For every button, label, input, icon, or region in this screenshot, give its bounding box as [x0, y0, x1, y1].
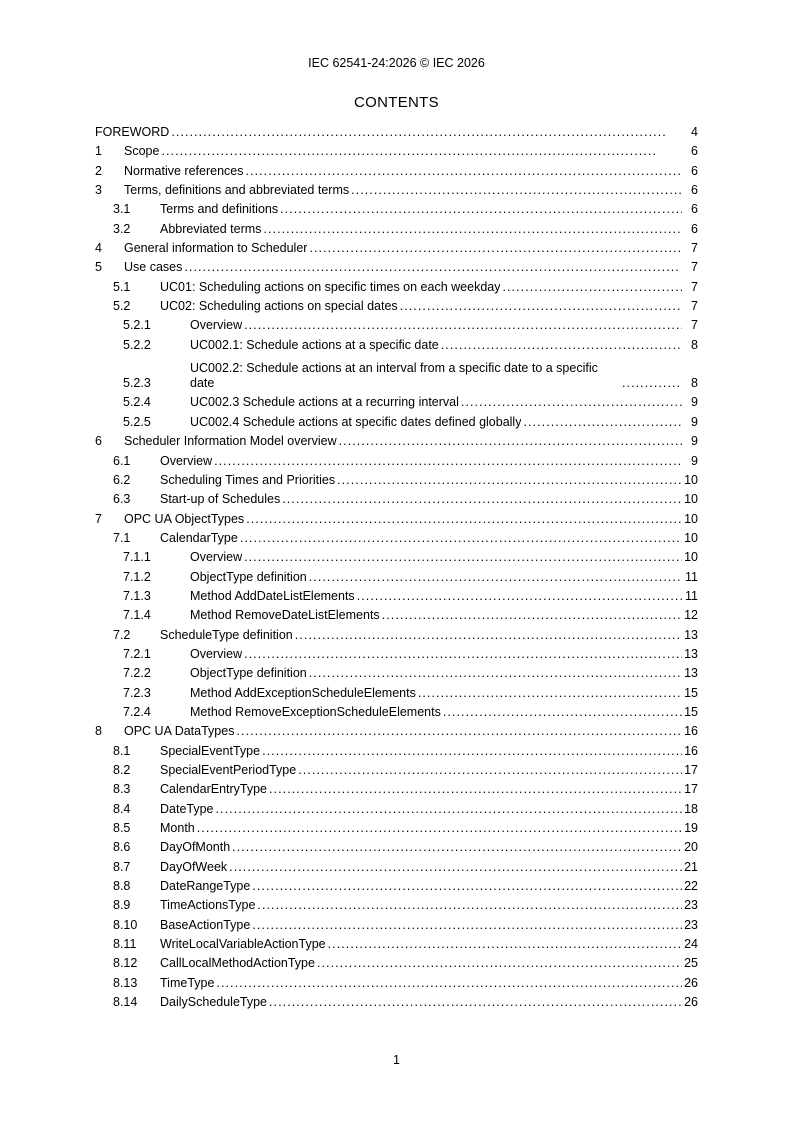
toc-entry-title[interactable]: Method AddExceptionScheduleElements [190, 685, 416, 700]
toc-leader-dots [246, 512, 682, 527]
toc-entry-page[interactable]: 6 [691, 163, 698, 178]
toc-entry-title[interactable]: UC02: Scheduling actions on special dates [160, 299, 398, 314]
toc-entry-title[interactable]: ObjectType definition [190, 569, 307, 584]
toc-entry[interactable] [95, 763, 698, 778]
toc-entry-page[interactable]: 9 [691, 453, 698, 468]
toc-entry-title[interactable]: CallLocalMethodActionType [160, 956, 315, 971]
toc-leader-dots [240, 531, 682, 546]
toc-entry-number: 8 [95, 724, 102, 739]
document-header: IEC 62541-24:2026 © IEC 2026 [308, 56, 485, 70]
toc-entry-title[interactable]: Overview [190, 550, 243, 565]
toc-entry-title[interactable]: Scheduling Times and Priorities [160, 472, 336, 487]
toc-entry[interactable] [95, 821, 698, 836]
toc-entry-title[interactable]: Use cases [124, 260, 183, 275]
toc-entry-number: 6 [95, 434, 102, 449]
toc-entry-title[interactable]: Abbreviated terms [160, 221, 262, 236]
toc-entry-number: 7.2 [113, 627, 131, 642]
table-of-contents [95, 125, 698, 1014]
toc-entry-number: 5.1 [113, 279, 131, 294]
toc-entry-number: 2 [95, 163, 102, 178]
toc-entry-title[interactable]: CalendarType [160, 530, 238, 545]
toc-entry[interactable] [95, 976, 698, 991]
toc-entry-number: 5.2.3 [123, 376, 151, 391]
toc-entry-page[interactable]: 26 [684, 995, 698, 1010]
toc-leader-dots [298, 763, 682, 778]
toc-entry-number: 7.1.2 [123, 569, 151, 584]
toc-entry-number: 3 [95, 183, 102, 198]
toc-leader-dots [263, 222, 682, 237]
toc-entry-page[interactable]: 13 [684, 627, 698, 642]
toc-entry[interactable] [95, 164, 698, 179]
toc-entry[interactable] [95, 608, 698, 623]
toc-entry-number: 4 [95, 241, 102, 256]
toc-leader-dots [357, 589, 682, 604]
toc-leader-dots [246, 164, 683, 179]
toc-entry-number: 5 [95, 260, 102, 275]
toc-entry[interactable] [95, 995, 698, 1010]
toc-leader-dots [309, 666, 682, 681]
page-number: 1 [393, 1053, 400, 1067]
toc-leader-dots [339, 434, 682, 449]
toc-entry-number: 7.2.1 [123, 646, 151, 661]
toc-entry-page[interactable]: 15 [684, 685, 698, 700]
toc-entry-page[interactable]: 10 [684, 472, 698, 487]
toc-entry-title[interactable]: Method RemoveDateListElements [190, 608, 380, 623]
toc-entry-page[interactable]: 9 [691, 434, 698, 449]
toc-leader-dots [252, 879, 682, 894]
toc-leader-dots [382, 608, 682, 623]
toc-entry[interactable] [95, 415, 698, 430]
toc-entry-number: 8.9 [113, 898, 131, 913]
toc-leader-dots [622, 376, 682, 391]
toc-entry-title[interactable]: Terms, definitions and abbreviated terms [124, 183, 350, 198]
toc-leader-dots [328, 937, 682, 952]
toc-entry-page[interactable]: 9 [691, 414, 698, 429]
toc-entry-number: 6.2 [113, 472, 131, 487]
toc-entry[interactable] [95, 879, 698, 894]
toc-entry[interactable] [95, 280, 698, 295]
toc-entry-number: 7.1.1 [123, 550, 151, 565]
toc-entry-page[interactable]: 12 [684, 608, 698, 623]
toc-entry[interactable] [95, 357, 698, 391]
toc-entry-title[interactable]: General information to Scheduler [124, 241, 308, 256]
toc-entry-page[interactable]: 10 [684, 530, 698, 545]
toc-entry-page[interactable]: 8 [691, 376, 698, 391]
toc-entry[interactable] [95, 937, 698, 952]
toc-entry-title[interactable]: BaseActionType [160, 917, 251, 932]
toc-entry-page[interactable]: 10 [684, 492, 698, 507]
toc-entry-title[interactable]: DayOfWeek [160, 859, 228, 874]
toc-entry-page[interactable]: 7 [691, 260, 698, 275]
toc-entry[interactable] [95, 744, 698, 759]
toc-entry-title[interactable]: ObjectType definition [190, 666, 307, 681]
toc-entry-title[interactable]: Scope [124, 144, 160, 159]
toc-leader-dots [337, 473, 682, 488]
toc-entry-number: 3.1 [113, 202, 131, 217]
toc-entry-page[interactable]: 16 [684, 724, 698, 739]
toc-entry-page[interactable]: 21 [684, 859, 698, 874]
toc-entry-page[interactable]: 9 [691, 395, 698, 410]
toc-entry-number: 5.2.1 [123, 318, 151, 333]
toc-leader-dots [443, 705, 682, 720]
toc-entry-title[interactable]: Overview [190, 318, 243, 333]
toc-entry-title[interactable]: SpecialEventPeriodType [160, 763, 297, 777]
toc-entry-title[interactable]: Terms and definitions [160, 202, 279, 217]
toc-entry-title[interactable]: Start-up of Schedules [160, 492, 281, 507]
toc-entry-title[interactable]: DateType [160, 801, 214, 816]
toc-entry-page[interactable]: 26 [684, 975, 698, 990]
toc-entry[interactable] [95, 260, 698, 275]
toc-entry[interactable] [95, 647, 698, 662]
toc-entry-number: 7.2.4 [123, 704, 151, 719]
toc-entry-title[interactable]: UC002.4 Schedule actions at specific dates defined globally [190, 414, 522, 429]
toc-entry-number: 7.2.2 [123, 666, 151, 681]
toc-entry-title[interactable]: UC002.3 Schedule actions at a recurring interval [190, 395, 459, 410]
toc-entry-title[interactable]: ScheduleType definition [160, 627, 293, 642]
toc-entry-number: 7.2.3 [123, 685, 151, 700]
toc-entry-number: 5.2.5 [123, 414, 151, 429]
toc-leader-dots [400, 299, 682, 314]
toc-entry[interactable] [95, 434, 698, 449]
toc-entry[interactable] [95, 183, 698, 198]
toc-entry[interactable] [95, 705, 698, 720]
toc-entry-page[interactable]: 11 [685, 569, 698, 584]
toc-entry-number: 5.2 [113, 299, 131, 314]
toc-leader-dots [197, 821, 682, 836]
toc-entry-number: 1 [95, 144, 102, 159]
toc-entry[interactable] [95, 395, 698, 410]
toc-entry[interactable] [95, 222, 698, 237]
toc-entry-page[interactable]: 10 [684, 550, 698, 565]
toc-entry-page[interactable]: 19 [684, 821, 698, 836]
toc-entry-title[interactable]: DailyScheduleType [160, 995, 268, 1010]
toc-entry-title[interactable]: OPC UA ObjectTypes [124, 511, 245, 526]
toc-leader-dots [184, 260, 682, 275]
toc-entry-title[interactable]: DayOfMonth [160, 840, 231, 855]
toc-entry[interactable] [95, 570, 698, 585]
toc-entry-number: 8.1 [113, 743, 131, 758]
toc-entry-page[interactable]: 24 [684, 937, 698, 952]
toc-entry-title[interactable]: Overview [190, 646, 243, 661]
toc-leader-dots [244, 318, 682, 333]
toc-entry-page[interactable]: 17 [684, 763, 698, 777]
toc-leader-dots [229, 860, 682, 875]
toc-leader-dots [282, 492, 682, 507]
toc-entry-number: 8.13 [113, 975, 138, 990]
toc-entry-number: 8.8 [113, 879, 131, 894]
toc-entry-number: 6.1 [113, 453, 131, 468]
toc-entry[interactable] [95, 125, 698, 140]
toc-entry[interactable] [95, 299, 698, 314]
toc-entry-page[interactable]: 6 [691, 183, 698, 198]
toc-leader-dots [441, 338, 682, 353]
toc-entry-page[interactable]: 23 [684, 917, 698, 932]
toc-entry-page[interactable]: 6 [691, 144, 698, 159]
toc-leader-dots [295, 628, 682, 643]
toc-entry[interactable] [95, 318, 698, 333]
toc-entry[interactable] [95, 898, 698, 913]
toc-entry-page[interactable]: 13 [684, 666, 698, 681]
toc-leader-dots [216, 802, 682, 817]
toc-entry[interactable] [95, 666, 698, 681]
toc-entry-number: 8.11 [113, 937, 137, 952]
toc-entry-number: 7 [95, 511, 102, 526]
toc-entry[interactable] [95, 338, 698, 353]
toc-leader-dots [236, 724, 682, 739]
toc-entry[interactable] [95, 550, 698, 565]
toc-entry-title[interactable]: WriteLocalVariableActionType [160, 937, 326, 952]
toc-entry-title[interactable]: Normative references [124, 163, 244, 178]
toc-entry-number: 7.1.4 [123, 608, 151, 623]
toc-entry-title[interactable]: OPC UA DataTypes [124, 724, 235, 739]
toc-entry[interactable] [95, 202, 698, 217]
toc-entry[interactable] [95, 492, 698, 507]
toc-entry[interactable] [95, 531, 698, 546]
toc-leader-dots [232, 840, 682, 855]
toc-leader-dots [161, 144, 682, 159]
toc-entry-title[interactable]: Month [160, 821, 195, 836]
toc-leader-dots [309, 241, 682, 256]
toc-entry-title[interactable]: UC002.1: Schedule actions at a specific date [190, 337, 439, 352]
toc-entry-page[interactable]: 10 [684, 511, 698, 526]
toc-entry[interactable] [95, 782, 698, 797]
toc-leader-dots [269, 995, 682, 1010]
toc-leader-dots [502, 280, 682, 295]
toc-entry[interactable] [95, 840, 698, 855]
toc-leader-dots [171, 125, 682, 140]
toc-leader-dots [461, 395, 682, 410]
toc-leader-dots [418, 686, 682, 701]
toc-leader-dots [317, 956, 682, 971]
toc-entry-page[interactable]: 7 [691, 299, 698, 314]
toc-entry[interactable] [95, 454, 698, 469]
toc-entry-title[interactable]: UC002.2: Schedule actions at an interval from a specific date to a specific date [190, 361, 598, 391]
toc-entry-page[interactable]: 13 [684, 646, 698, 661]
toc-entry[interactable] [95, 473, 698, 488]
toc-leader-dots [351, 183, 682, 198]
toc-entry-title[interactable]: FOREWORD [95, 125, 170, 139]
toc-entry-number: 8.12 [113, 956, 138, 971]
toc-entry[interactable] [95, 956, 698, 971]
toc-entry-page[interactable]: 22 [684, 879, 698, 894]
toc-entry-title[interactable]: Method AddDateListElements [190, 588, 355, 603]
toc-entry-page[interactable]: 7 [691, 241, 698, 256]
toc-entry-title[interactable]: UC01: Scheduling actions on specific times on each weekday [160, 279, 501, 294]
toc-entry-number: 7.1 [113, 530, 131, 545]
toc-entry-number: 8.2 [113, 763, 131, 777]
toc-entry-page[interactable]: 6 [691, 202, 698, 217]
toc-entry-number: 8.4 [113, 801, 131, 816]
toc-entry-number: 8.7 [113, 859, 131, 874]
toc-leader-dots [216, 976, 682, 991]
contents-title: CONTENTS [354, 94, 439, 111]
toc-leader-dots [269, 782, 682, 797]
toc-leader-dots [244, 647, 682, 662]
toc-entry-page[interactable]: 20 [684, 840, 698, 855]
toc-entry-page[interactable]: 6 [691, 221, 698, 236]
toc-entry-title[interactable]: Scheduler Information Model overview [124, 434, 337, 449]
toc-leader-dots [257, 898, 682, 913]
toc-entry-number: 8.10 [113, 917, 138, 932]
toc-entry-number: 5.2.4 [123, 395, 151, 410]
toc-entry-page[interactable]: 7 [691, 318, 698, 333]
toc-entry[interactable] [95, 860, 698, 875]
toc-entry[interactable] [95, 512, 698, 527]
toc-entry-title[interactable]: TimeActionsType [160, 898, 256, 913]
toc-entry-title[interactable]: Overview [160, 453, 213, 468]
toc-entry-title[interactable]: Method RemoveExceptionScheduleElements [190, 704, 441, 719]
toc-entry[interactable] [95, 724, 698, 739]
toc-entry-page[interactable]: 18 [684, 801, 698, 816]
toc-entry[interactable] [95, 241, 698, 256]
toc-leader-dots [214, 454, 682, 469]
toc-entry-page[interactable]: 7 [691, 279, 698, 294]
toc-entry[interactable] [95, 589, 698, 604]
toc-entry-number: 8.5 [113, 821, 131, 836]
toc-entry[interactable] [95, 686, 698, 701]
toc-entry-page[interactable]: 16 [684, 743, 698, 758]
toc-leader-dots [262, 744, 682, 759]
toc-entry-page[interactable]: 15 [684, 704, 698, 719]
toc-entry[interactable] [95, 802, 698, 817]
toc-entry-number: 6.3 [113, 492, 131, 507]
toc-entry-number: 8.14 [113, 995, 138, 1010]
toc-entry-number: 8.3 [113, 782, 131, 797]
toc-entry-number: 8.6 [113, 840, 131, 855]
toc-leader-dots [252, 918, 682, 933]
toc-leader-dots [244, 550, 682, 565]
toc-entry-page[interactable]: 8 [691, 337, 698, 352]
toc-entry-page[interactable]: 25 [684, 956, 698, 971]
toc-entry-page[interactable]: 4 [691, 125, 698, 139]
toc-entry-number: 7.1.3 [123, 588, 151, 603]
toc-entry-page[interactable]: 11 [685, 588, 698, 603]
toc-entry[interactable] [95, 918, 698, 933]
toc-entry-title[interactable]: DateRangeType [160, 879, 251, 894]
toc-leader-dots [523, 415, 682, 430]
toc-entry-title[interactable]: CalendarEntryType [160, 782, 268, 797]
toc-leader-dots [280, 202, 682, 217]
toc-entry[interactable] [95, 144, 698, 159]
toc-entry-number: 5.2.2 [123, 337, 151, 352]
toc-entry-page[interactable]: 17 [684, 782, 698, 797]
toc-entry-title[interactable]: TimeType [160, 975, 215, 990]
toc-leader-dots [309, 570, 682, 585]
toc-entry[interactable] [95, 628, 698, 643]
toc-entry-number: 3.2 [113, 221, 131, 236]
toc-entry-title[interactable]: SpecialEventType [160, 743, 261, 758]
toc-entry-page[interactable]: 23 [684, 898, 698, 913]
